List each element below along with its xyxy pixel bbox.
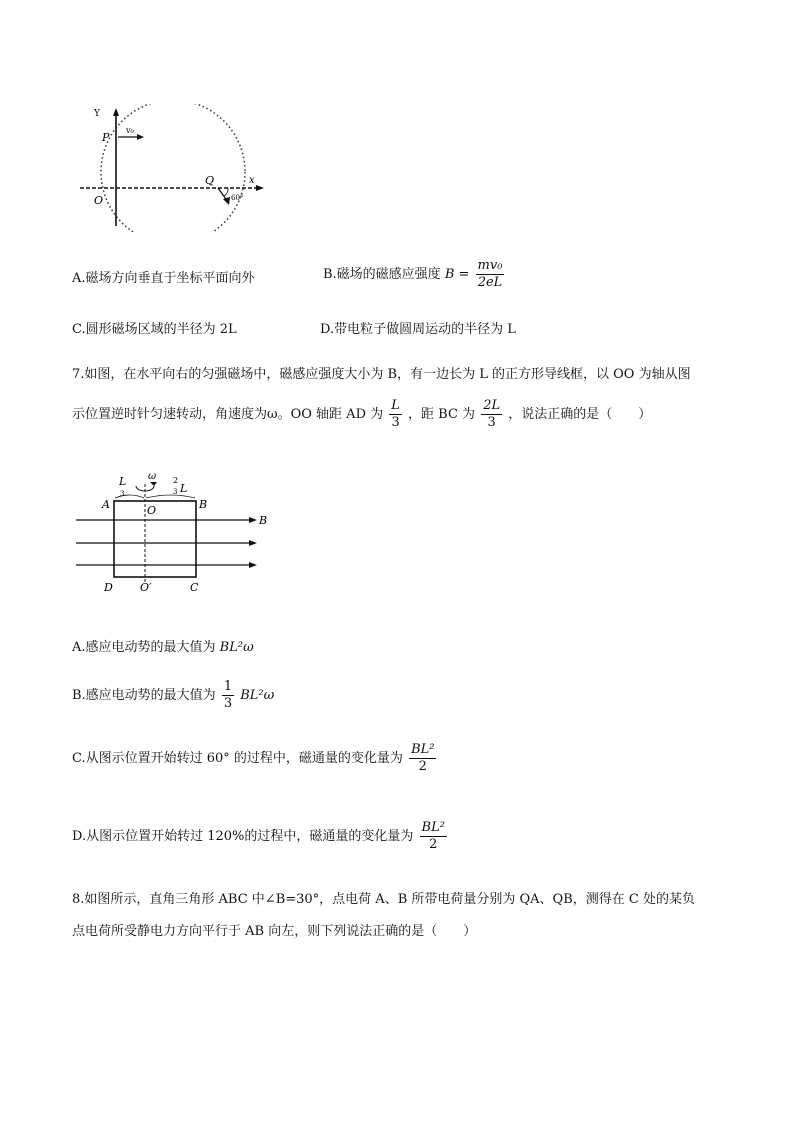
q7-stem-line2-c: ，说法正确的是（ ）: [508, 407, 652, 422]
q7-fraction-2-num: 2L: [483, 398, 501, 413]
q6-option-b-text: B.磁场的磁感应强度: [323, 267, 441, 282]
figure-circle-field: [78, 104, 268, 232]
q7-option-a-text: A.感应电动势的最大值为: [72, 640, 216, 655]
q7-option-b-expr: BL²ω: [240, 688, 275, 703]
q6-option-b-den: 2eL: [477, 275, 503, 290]
fig-label-o2: O′: [140, 581, 152, 594]
label-v0: v₀: [126, 126, 134, 135]
label-y: Y: [94, 109, 100, 119]
label-p: P: [102, 131, 110, 144]
fig-label-l2: L: [180, 482, 188, 495]
q7-stem-line2: [72, 398, 651, 431]
q7-fraction-1-num: L: [391, 398, 400, 413]
label-x: x: [249, 175, 255, 186]
q7-stem-line2-a: 示位置逆时针匀速转动，角速度为ω。OO 轴距 AD 为: [72, 407, 384, 422]
label-o: O: [94, 194, 104, 207]
fig-label-b: B: [199, 498, 208, 511]
fig-label-bfield: B: [259, 514, 268, 527]
q-exit-arrowhead: [223, 197, 230, 205]
field-circle: [101, 104, 245, 232]
fig-label-d: D: [104, 581, 113, 594]
q7-option-d: [72, 820, 449, 853]
q7-stem-line2-b: ，距 BC 为: [408, 407, 476, 422]
figure-square-loop: [72, 470, 272, 598]
q7-option-c-text: C.从图示位置开始转过 60° 的过程中，磁通量的变化量为: [72, 751, 403, 766]
fig-label-c: C: [190, 581, 199, 594]
q7-fraction-2: [481, 398, 502, 431]
q7-option-d-num: BL²: [421, 820, 445, 835]
fig-label-l1: L: [119, 475, 127, 488]
q7-option-c-fraction: [409, 742, 436, 775]
brace-right: [146, 495, 195, 498]
q7-option-d-den: 2: [429, 837, 438, 852]
field-line-3-arrow: [249, 562, 257, 568]
fig-label-omega: ω: [148, 471, 157, 482]
q8-stem-line1: 8.如图所示，直角三角形 ABC 中∠B=30°，点电荷 A、B 所带电荷量分别为 QA、QB，测得在 C 处的某负: [72, 892, 695, 907]
omega-arrow: [150, 482, 157, 486]
x-axis-arrow: [256, 185, 264, 191]
q6-option-d: D.带电粒子做圆周运动的半径为 L: [320, 322, 516, 337]
q7-stem-line1: 7.如图，在水平向右的匀强磁场中，磁感应强度大小为 B，有一边长为 L 的正方形导线框，以 OO 为轴从图: [72, 367, 691, 382]
q7-fraction-2-den: 3: [487, 415, 496, 430]
label-angle: 60°: [231, 194, 244, 202]
v0-arrowhead: [137, 134, 144, 140]
q6-option-a: A.磁场方向垂直于坐标平面向外: [72, 271, 255, 286]
label-q: Q: [205, 174, 215, 187]
q6-option-b-num: mv₀: [477, 258, 503, 273]
q6-option-b-lhs: B =: [444, 267, 470, 282]
q7-option-b-num: 1: [223, 679, 233, 694]
q7-option-a: [72, 636, 254, 655]
q6-option-b-fraction: [476, 258, 505, 291]
q7-option-b-text: B.感应电动势的最大值为: [72, 688, 216, 703]
q8-stem-line2: 点电荷所受静电力方向平行于 AB 向左，则下列说法正确的是（ ）: [72, 924, 477, 939]
q7-option-d-text: D.从图示位置开始转过 120%的过程中，磁通量的变化量为: [72, 829, 414, 844]
q7-option-b-fraction: [222, 679, 234, 712]
q7-option-c-den: 2: [418, 759, 427, 774]
q7-option-b: [72, 679, 274, 712]
angle-arc: [224, 188, 228, 196]
q6-option-b: [323, 258, 506, 291]
field-line-2-arrow: [249, 540, 257, 546]
q7-option-a-expr: BL²ω: [219, 640, 254, 655]
q7-fraction-1: [389, 398, 402, 431]
y-axis-arrow: [113, 108, 119, 116]
q7-option-c-num: BL²: [411, 742, 435, 757]
fig-label-o: O: [147, 504, 157, 517]
fig-label-l2-num: 2: [173, 476, 179, 485]
fig-label-l2-den: 3: [173, 488, 178, 496]
field-line-1-arrow: [249, 517, 257, 523]
q7-option-b-den: 3: [223, 696, 233, 711]
fig-label-a: A: [102, 498, 110, 511]
q7-fraction-1-den: 3: [391, 415, 400, 430]
q7-option-c: [72, 742, 438, 775]
q6-option-c: C.圆形磁场区域的半径为 2L: [72, 322, 237, 337]
fig-label-l1-den: 3: [120, 490, 125, 498]
q7-option-d-fraction: [420, 820, 447, 853]
